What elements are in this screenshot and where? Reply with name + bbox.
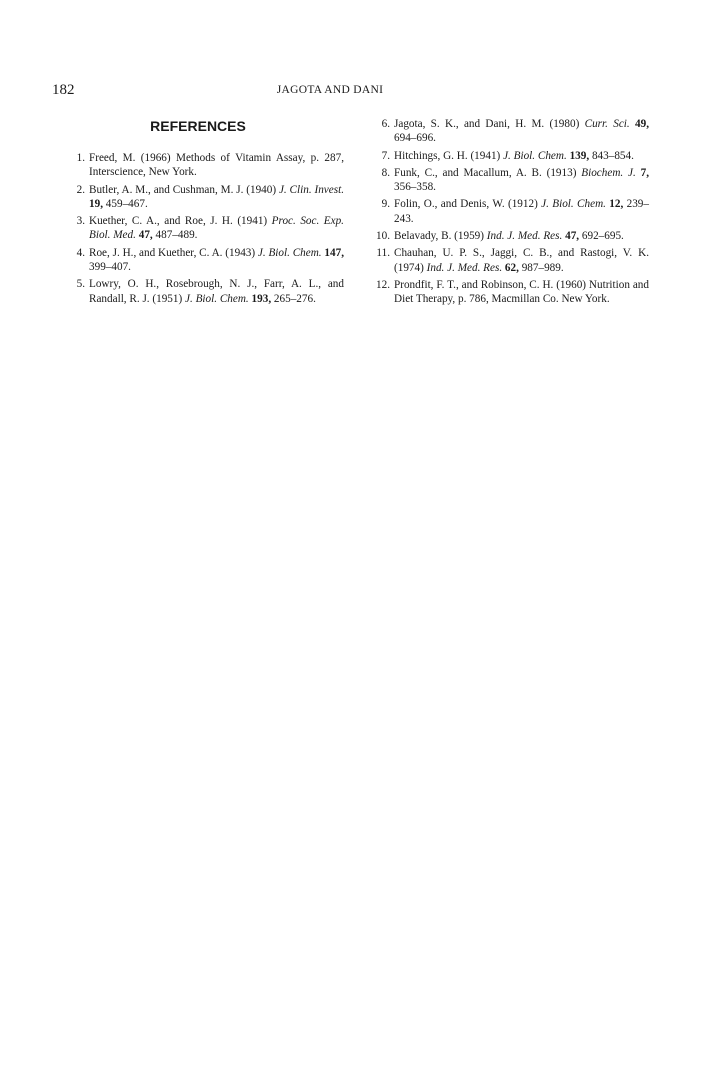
reference-number: 9.: [381, 198, 390, 211]
reference-volume: 62,: [504, 261, 519, 274]
reference-item: [52, 277, 344, 306]
reference-number: 11.: [376, 247, 390, 260]
reference-pages: 692–695.: [579, 230, 624, 243]
reference-journal: J. Biol. Chem.: [185, 292, 249, 305]
reference-authors: Folin, O., and Denis, W. (1912): [394, 198, 542, 211]
reference-number: 6.: [381, 118, 390, 130]
reference-list-right: [357, 117, 649, 307]
reference-item: [357, 117, 649, 146]
reference-pages: 459–467.: [102, 197, 148, 210]
reference-item: [357, 278, 649, 307]
reference-journal: J. Biol. Chem.: [257, 246, 322, 259]
reference-number: 1.: [76, 152, 85, 164]
reference-authors: Funk, C., and Macallum, A. B. (1913): [394, 166, 582, 179]
reference-pages: 356–358.: [394, 181, 436, 194]
reference-item: [357, 166, 649, 195]
reference-text: Prondfit, F. T., and Robinson, C. H. (1960) Nutrition and Diet Therapy, p. 786, Macmillan Co. New York.: [394, 278, 649, 306]
reference-journal: Ind. J. Med. Res.: [426, 261, 503, 274]
reference-volume: 139,: [569, 149, 590, 162]
reference-journal: J. Clin. Invest.: [278, 183, 345, 196]
reference-number: 5.: [76, 278, 85, 291]
reference-volume: 47,: [565, 230, 580, 243]
reference-number: 4.: [76, 246, 85, 259]
reference-number: 3.: [76, 215, 85, 228]
reference-pages: 694–696.: [394, 132, 436, 145]
reference-volume: 12,: [609, 198, 624, 211]
reference-number: 7.: [381, 149, 390, 162]
page-number: 182: [52, 82, 75, 98]
reference-volume: 193,: [251, 292, 272, 305]
reference-authors: Kuether, C. A., and Roe, J. H. (1941): [89, 215, 272, 228]
reference-item: [357, 246, 649, 275]
reference-journal: J. Biol. Chem.: [541, 198, 606, 211]
reference-number: 12.: [376, 278, 390, 291]
reference-number: 2.: [76, 183, 85, 196]
reference-journal: Proc. Soc. Exp. Biol. Med.: [89, 215, 344, 242]
reference-pages: 265–276.: [271, 292, 316, 305]
reference-authors: Belavady, B. (1959): [394, 230, 487, 243]
reference-volume: 7,: [640, 166, 650, 179]
running-head: JAGOTA AND DANI: [276, 84, 384, 96]
reference-journal: Ind. J. Med. Res.: [486, 230, 563, 243]
references-heading: REFERENCES: [150, 118, 246, 134]
reference-list-left: [52, 151, 344, 306]
reference-item: [357, 197, 649, 226]
reference-authors: Butler, A. M., and Cushman, M. J. (1940): [89, 183, 279, 196]
reference-volume: 49,: [635, 118, 650, 130]
reference-journal: Curr. Sci.: [584, 118, 630, 130]
reference-number: 10.: [376, 230, 390, 243]
reference-volume: 147,: [324, 246, 344, 259]
reference-item: [52, 183, 344, 212]
reference-item: [52, 151, 344, 180]
reference-text: Freed, M. (1966) Methods of Vitamin Assay, p. 287, Interscience, New York.: [89, 152, 344, 179]
reference-pages: 987–989.: [518, 261, 564, 274]
reference-item: [357, 149, 649, 163]
reference-pages: 239–243.: [394, 198, 649, 225]
references-left-column: [52, 117, 344, 309]
reference-item: [357, 229, 649, 243]
reference-authors: Chauhan, U. P. S., Jaggi, C. B., and Rastogi, V. K. (1974): [394, 247, 649, 274]
reference-authors: Jagota, S. K., and Dani, H. M. (1980): [394, 118, 585, 130]
reference-item: [52, 246, 344, 275]
reference-authors: Lowry, O. H., Rosebrough, N. J., Farr, A. L., and Randall, R. J. (1951): [89, 278, 344, 305]
reference-volume: 19,: [89, 197, 103, 210]
reference-pages: 399–407.: [89, 261, 131, 274]
reference-item: [52, 214, 344, 243]
reference-journal: Biochem. J.: [581, 166, 636, 179]
reference-volume: 47,: [138, 229, 153, 242]
reference-journal: J. Biol. Chem.: [503, 149, 567, 162]
reference-pages: 843–854.: [589, 149, 634, 162]
reference-authors: Hitchings, G. H. (1941): [394, 149, 504, 162]
reference-authors: Roe, J. H., and Kuether, C. A. (1943): [89, 246, 258, 259]
reference-number: 8.: [381, 166, 390, 179]
references-right-column: [357, 117, 649, 310]
reference-pages: 487–489.: [152, 229, 198, 242]
